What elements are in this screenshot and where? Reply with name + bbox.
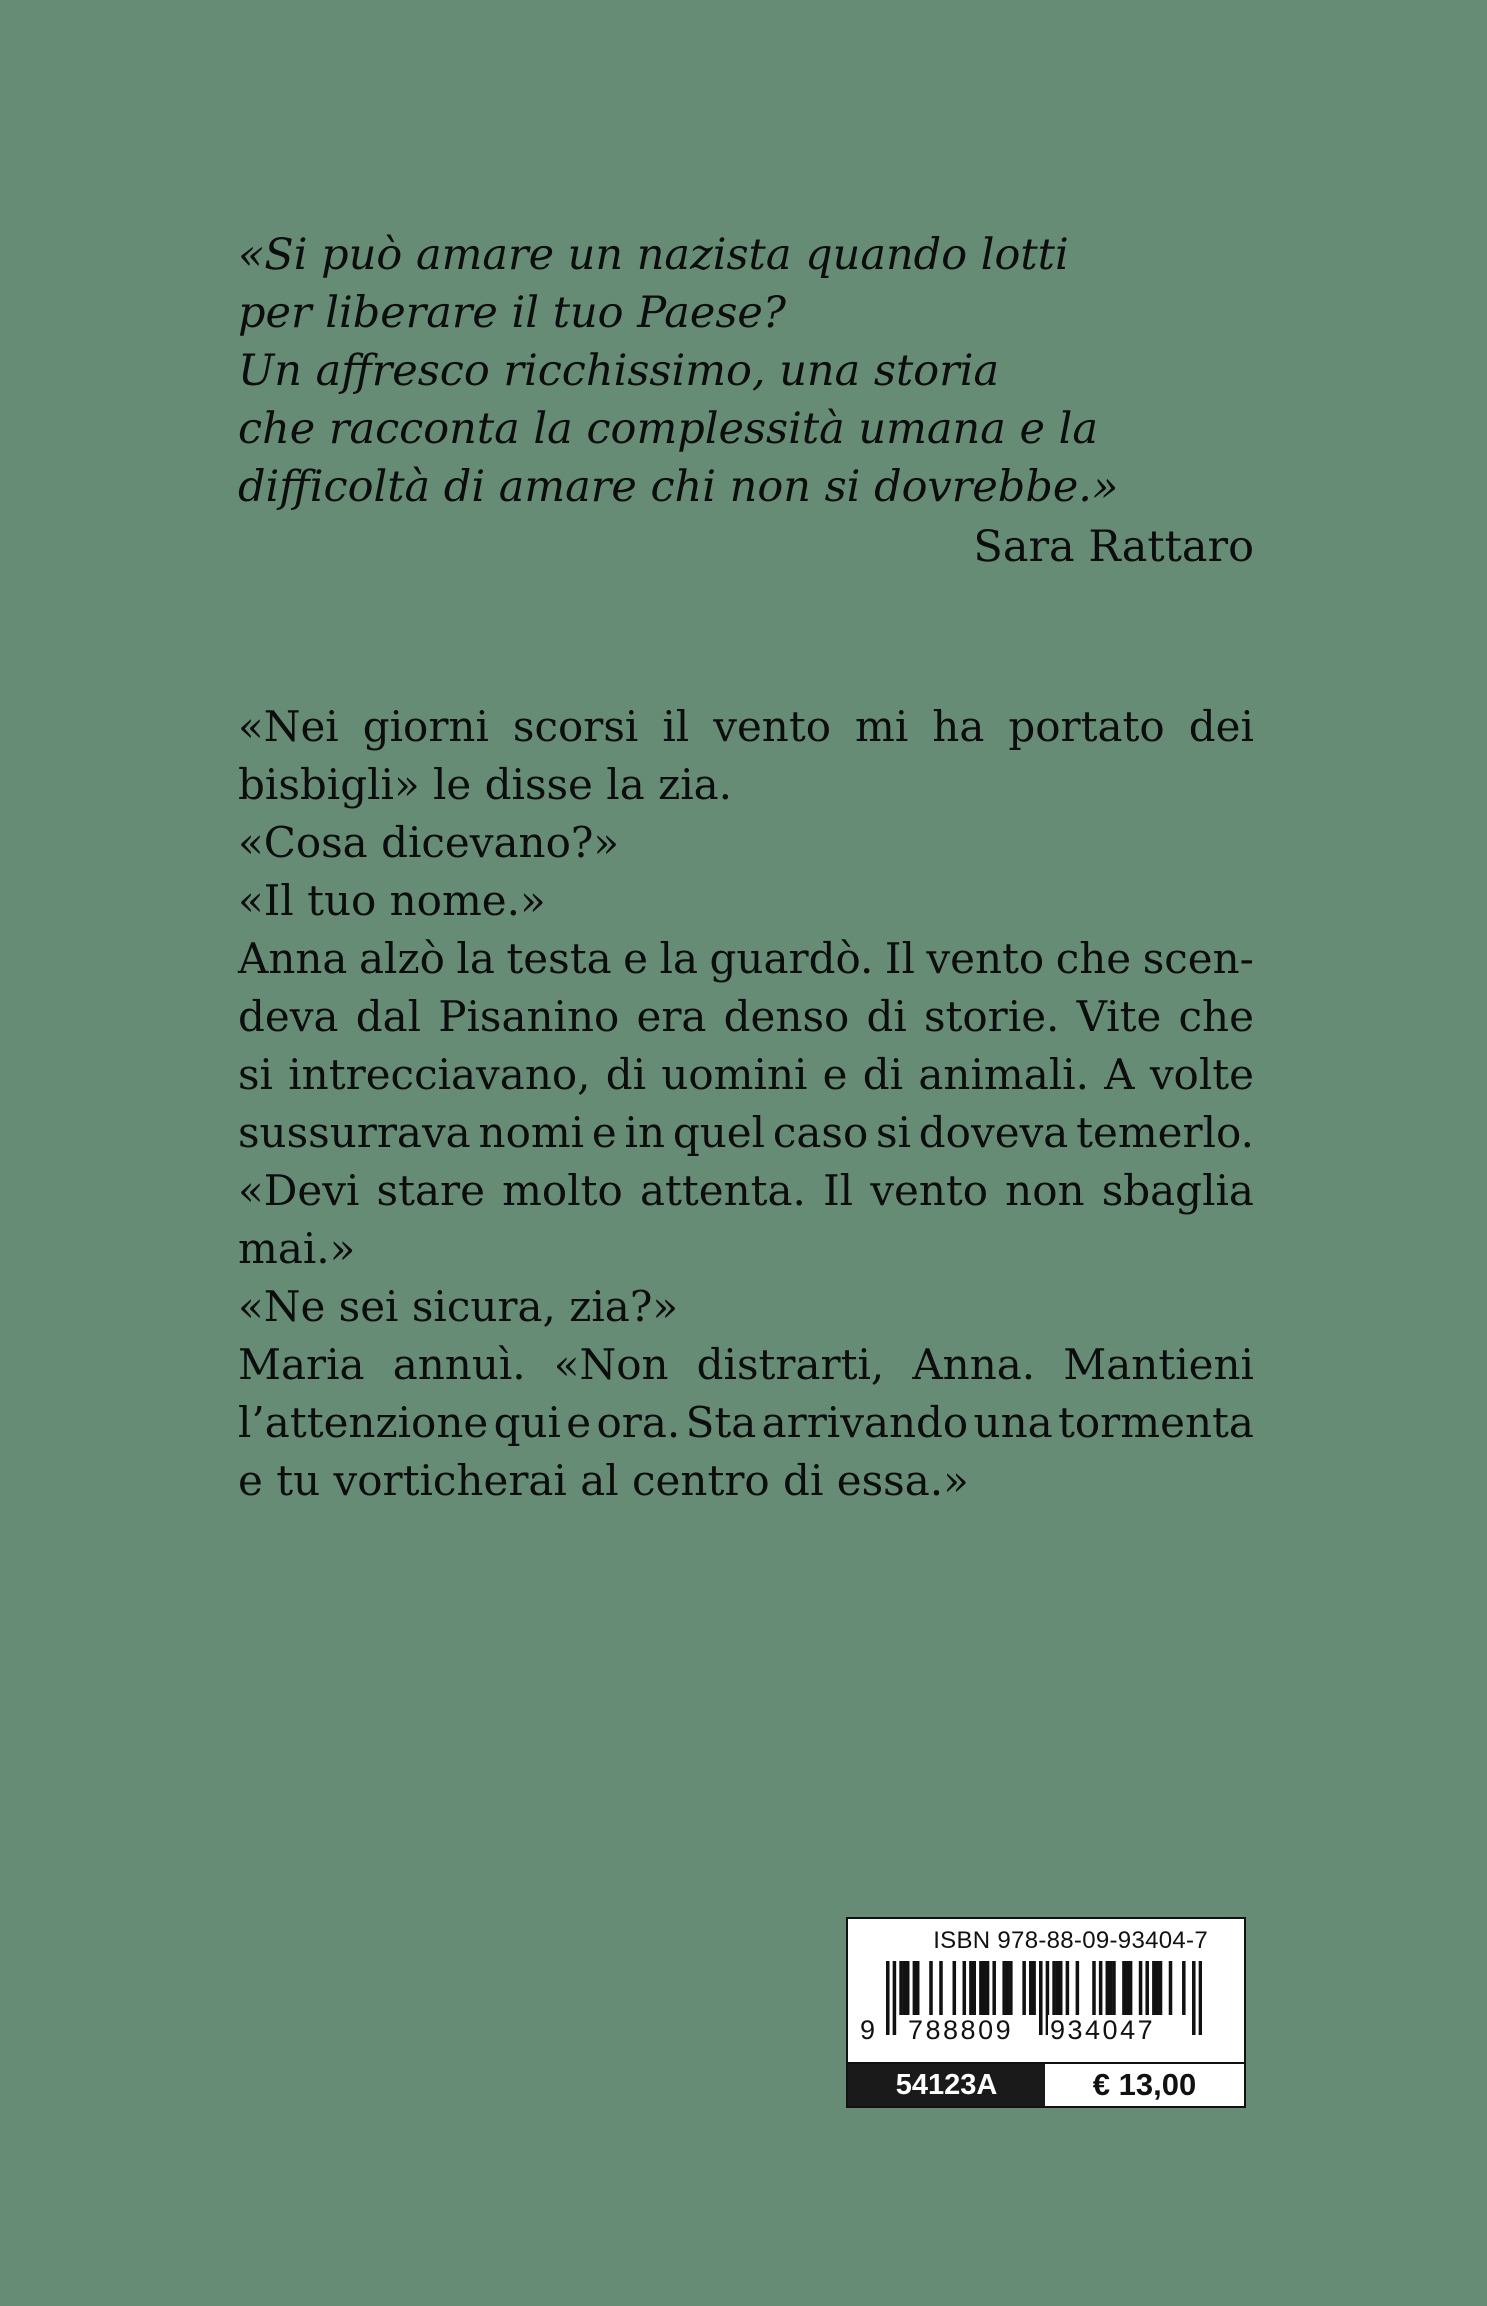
blurb-line: «Si può amare un nazista quando lotti bbox=[238, 230, 1069, 280]
barcode-first-digit: 9 bbox=[860, 2015, 876, 2045]
isbn-label: ISBN 978-88-09-93404-7 bbox=[933, 1927, 1208, 1954]
excerpt-line: «Cosa dicevano?» bbox=[238, 818, 620, 867]
product-code: 54123A bbox=[848, 2064, 1045, 2106]
excerpt-line: mai.» bbox=[238, 1224, 356, 1273]
excerpt-line: «Nei giorni scorsi il vento mi ha portato dei bbox=[238, 702, 1254, 751]
blurb-line: che racconta la complessità umana e la bbox=[238, 404, 1099, 454]
excerpt-text bbox=[238, 698, 1254, 1510]
excerpt-line: Maria annuì. «Non distrarti, Anna. Mantieni bbox=[238, 1340, 1254, 1389]
excerpt-line: «Devi stare molto attenta. Il vento non sbaglia bbox=[238, 1166, 1254, 1215]
excerpt-line: l’attenzione qui e ora. Sta arrivando una tormenta bbox=[238, 1398, 1254, 1447]
excerpt-line: sussurrava nomi e in quel caso si doveva temerlo. bbox=[238, 1108, 1254, 1157]
excerpt-line: deva dal Pisanino era denso di storie. Vite che bbox=[238, 992, 1254, 1041]
barcode-left-digits: 788809 bbox=[908, 2015, 1014, 2045]
price-label: € 13,00 bbox=[1045, 2064, 1244, 2106]
excerpt-line: e tu vorticherai al centro di essa.» bbox=[238, 1456, 969, 1505]
blurb-attribution: Sara Rattaro bbox=[973, 522, 1254, 572]
barcode-box bbox=[846, 1917, 1246, 2108]
blurb-line: Un affresco ricchissimo, una storia bbox=[238, 346, 1000, 396]
excerpt-line: «Il tuo nome.» bbox=[238, 876, 546, 925]
blurb-quote bbox=[238, 226, 1254, 516]
blurb-line: per liberare il tuo Paese? bbox=[238, 288, 786, 338]
excerpt-line: Anna alzò la testa e la guardò. Il vento che scen- bbox=[238, 934, 1254, 983]
excerpt-line: «Ne sei sicura, zia?» bbox=[238, 1282, 679, 1331]
excerpt-line: si intrecciavano, di uomini e di animali. A volte bbox=[238, 1050, 1254, 1099]
excerpt-line: bisbigli» le disse la zia. bbox=[238, 760, 733, 809]
blurb-line: difficoltà di amare chi non si dovrebbe.» bbox=[238, 462, 1119, 512]
barcode-right-digits: 934047 bbox=[1050, 2015, 1156, 2045]
barcode-bottom-row bbox=[848, 2062, 1244, 2106]
